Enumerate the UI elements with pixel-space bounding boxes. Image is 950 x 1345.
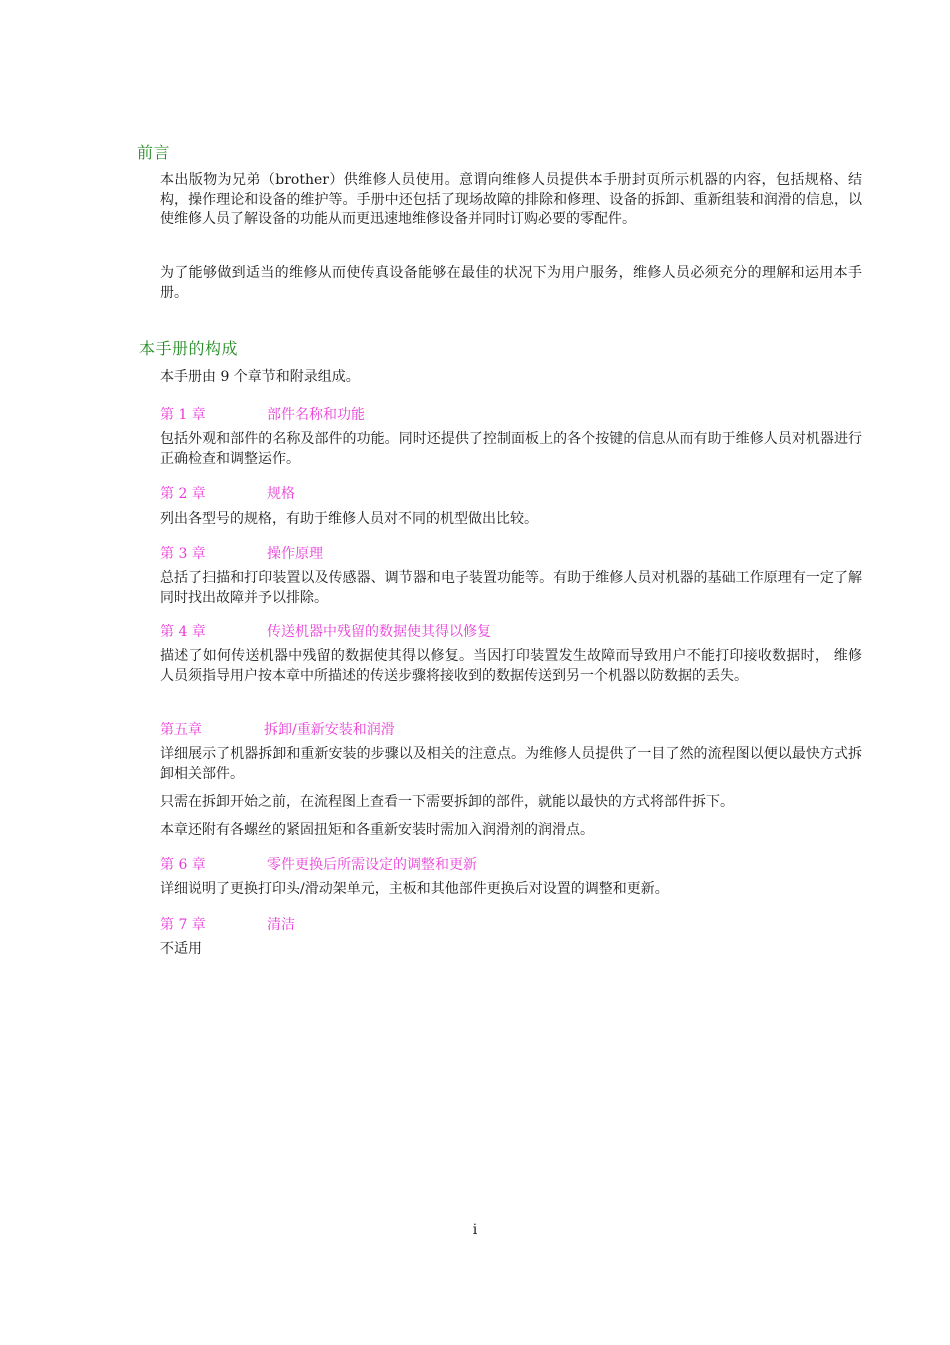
chapter-3-heading <box>160 544 323 564</box>
chapter-1-heading <box>160 405 365 425</box>
chapter-number: 第 6 章 <box>160 857 206 873</box>
chapter-number: 第 1 章 <box>160 407 206 423</box>
chapter-title: 规格 <box>267 486 295 502</box>
chapter-title: 部件名称和功能 <box>267 407 365 423</box>
chapter-title: 零件更换后所需设定的调整和更新 <box>267 857 477 873</box>
chapter-4-description: 描述了如何传送机器中残留的数据使其得以修复。当因打印装置发生故障而导致用户不能打印接收数据时， 维修人员须指导用户按本章中所描述的传送步骤将接收到的数据传送到另一个机器以防数据的丢失。 <box>160 648 862 684</box>
chapter-title: 清洁 <box>267 917 295 933</box>
preface-heading: 前言 <box>137 143 171 162</box>
chapter-title: 拆卸/重新安装和润滑 <box>264 722 395 738</box>
chapter-title: 操作原理 <box>267 546 323 562</box>
page-number: i <box>472 1222 478 1238</box>
chapter-7-description: 不适用 <box>160 941 202 957</box>
chapter-2-description: 列出各型号的规格，有助于维修人员对不同的机型做出比较。 <box>160 511 538 527</box>
structure-heading: 本手册的构成 <box>139 339 239 358</box>
chapter-number: 第 7 章 <box>160 917 206 933</box>
chapter-1-description: 包括外观和部件的名称及部件的功能。同时还提供了控制面板上的各个按键的信息从而有助于维修人员对机器进行正确检查和调整运作。 <box>160 431 862 467</box>
chapter-7-heading <box>160 915 295 935</box>
chapter-5-description-1: 详细展示了机器拆卸和重新安装的步骤以及相关的注意点。为维修人员提供了一目了然的流程图以便以最快方式拆卸相关部件。 <box>160 746 862 782</box>
chapter-number: 第五章 <box>160 722 202 738</box>
chapter-5-heading <box>160 720 395 740</box>
chapter-3-description: 总括了扫描和打印装置以及传感器、调节器和电子装置功能等。有助于维修人员对机器的基础工作原理有一定了解同时找出故障并予以排除。 <box>160 570 862 606</box>
chapter-5-description-2: 只需在拆卸开始之前，在流程图上查看一下需要拆卸的部件，就能以最快的方式将部件拆下。 <box>160 794 734 810</box>
chapter-number: 第 4 章 <box>160 624 206 640</box>
chapter-number: 第 2 章 <box>160 486 206 502</box>
chapter-6-heading <box>160 855 477 875</box>
structure-intro: 本手册由 9 个章节和附录组成。 <box>160 369 360 385</box>
chapter-title: 传送机器中残留的数据使其得以修复 <box>267 624 491 640</box>
preface-paragraph-1: 本出版物为兄弟（brother）供维修人员使用。意谓向维修人员提供本手册封页所示机器的内容，包括规格、结构，操作理论和设备的维护等。手册中还包括了现场故障的排除和修理、设备的拆卸、重新组装和润滑的信息，以使维修人员了解设备的功能从而更迅速地维修设备并同时订购必要的零配件。 <box>160 172 862 227</box>
chapter-2-heading <box>160 484 295 504</box>
chapter-4-heading <box>160 622 491 642</box>
chapter-number: 第 3 章 <box>160 546 206 562</box>
chapter-6-description: 详细说明了更换打印头/滑动架单元，主板和其他部件更换后对设置的调整和更新。 <box>160 881 669 897</box>
chapter-5-description-3: 本章还附有各螺丝的紧固扭矩和各重新安装时需加入润滑剂的润滑点。 <box>160 822 594 838</box>
preface-paragraph-2: 为了能够做到适当的维修从而使传真设备能够在最佳的状况下为用户服务，维修人员必须充分的理解和运用本手册。 <box>160 265 862 301</box>
